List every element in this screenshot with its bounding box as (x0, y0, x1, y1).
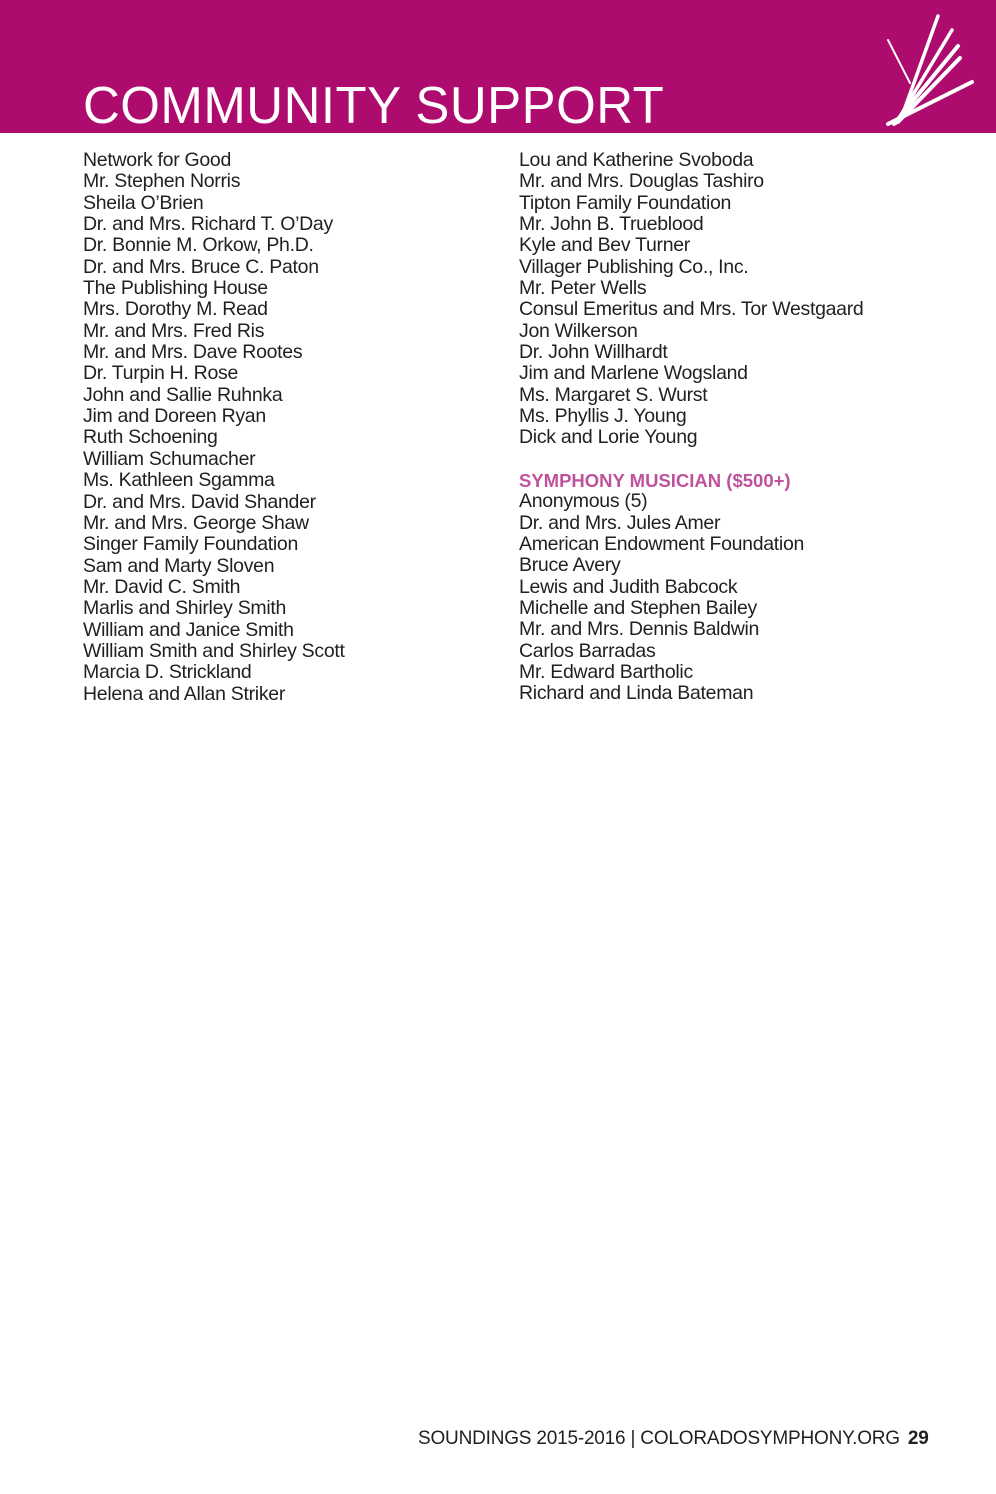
donor-name: William and Janice Smith (83, 618, 294, 641)
donor-name: Mrs. Dorothy M. Read (83, 298, 268, 321)
donor-name: Dr. and Mrs. Bruce C. Paton (83, 255, 319, 278)
donor-name: Dr. Bonnie M. Orkow, Ph.D. (83, 234, 314, 257)
donor-name: Mr. David C. Smith (83, 575, 241, 598)
donor-name: Kyle and Bev Turner (519, 234, 690, 257)
donor-list-left (83, 150, 345, 705)
donor-name: Mr. Peter Wells (519, 277, 647, 300)
donor-name: Bruce Avery (519, 554, 621, 577)
page-header (0, 0, 996, 133)
donor-name: Ms. Margaret S. Wurst (519, 383, 708, 406)
donor-name: Singer Family Foundation (83, 533, 298, 556)
donor-name: Network for Good (83, 149, 232, 171)
section-heading: SYMPHONY MUSICIAN ($500+) (519, 469, 791, 491)
donor-name: Jim and Doreen Ryan (83, 405, 266, 428)
donor-name: Anonymous (5) (519, 490, 648, 513)
donor-name: Marlis and Shirley Smith (83, 597, 287, 620)
donor-name: Mr. Edward Bartholic (519, 660, 693, 683)
donor-name: Lewis and Judith Babcock (519, 575, 738, 598)
donor-name: Ms. Kathleen Sgamma (83, 469, 275, 492)
donor-list-right (519, 150, 863, 705)
donor-name: Carlos Barradas (519, 639, 656, 662)
donor-name: Mr. and Mrs. Dave Rootes (83, 341, 303, 364)
donor-name: Mr. and Mrs. George Shaw (83, 511, 309, 534)
donor-name: American Endowment Foundation (519, 532, 805, 555)
donor-name: Jon Wilkerson (519, 319, 638, 342)
donor-name: Lou and Katherine Svoboda (519, 149, 754, 171)
page-number: 29 (907, 1428, 929, 1449)
donor-name: Mr. and Mrs. Dennis Baldwin (519, 618, 760, 641)
donor-name: Sheila O’Brien (83, 191, 204, 214)
donor-name: Dr. and Mrs. Richard T. O’Day (83, 213, 333, 236)
donor-name: William Smith and Shirley Scott (83, 639, 345, 662)
donor-name: Dick and Lorie Young (519, 426, 698, 449)
donor-name: Marcia D. Strickland (83, 661, 252, 684)
donor-name: Dr. John Willhardt (519, 341, 668, 364)
footer-text: SOUNDINGS 2015-2016 | COLORADOSYMPHONY.ORG (418, 1428, 900, 1449)
donor-name: Mr. John B. Trueblood (519, 213, 704, 236)
donor-name: Mr. Stephen Norris (83, 170, 241, 193)
donor-name: Ms. Phyllis J. Young (519, 405, 687, 428)
donor-name: Mr. and Mrs. Douglas Tashiro (519, 170, 764, 193)
donor-name: Mr. and Mrs. Fred Ris (83, 319, 265, 342)
donor-name: Sam and Marty Sloven (83, 554, 275, 577)
page-title: COMMUNITY SUPPORT (83, 77, 665, 135)
donor-name: Ruth Schoening (83, 426, 218, 449)
donor-name: Richard and Linda Bateman (519, 682, 754, 705)
starburst-logo-icon (880, 8, 990, 128)
donor-name: Dr. and Mrs. Jules Amer (519, 511, 721, 534)
donor-name: Tipton Family Foundation (519, 191, 732, 214)
donor-name: William Schumacher (83, 447, 256, 470)
donor-name: The Publishing House (83, 277, 268, 300)
donor-name: Michelle and Stephen Bailey (519, 596, 757, 619)
donor-name: Helena and Allan Striker (83, 682, 286, 705)
donor-name: Jim and Marlene Wogsland (519, 362, 748, 385)
donor-name: Dr. and Mrs. David Shander (83, 490, 316, 513)
page-footer (418, 1428, 929, 1450)
donor-name: Consul Emeritus and Mrs. Tor Westgaard (519, 298, 864, 321)
donor-name: John and Sallie Ruhnka (83, 383, 283, 406)
donor-name: Dr. Turpin H. Rose (83, 362, 238, 385)
donor-name: Villager Publishing Co., Inc. (519, 255, 749, 278)
